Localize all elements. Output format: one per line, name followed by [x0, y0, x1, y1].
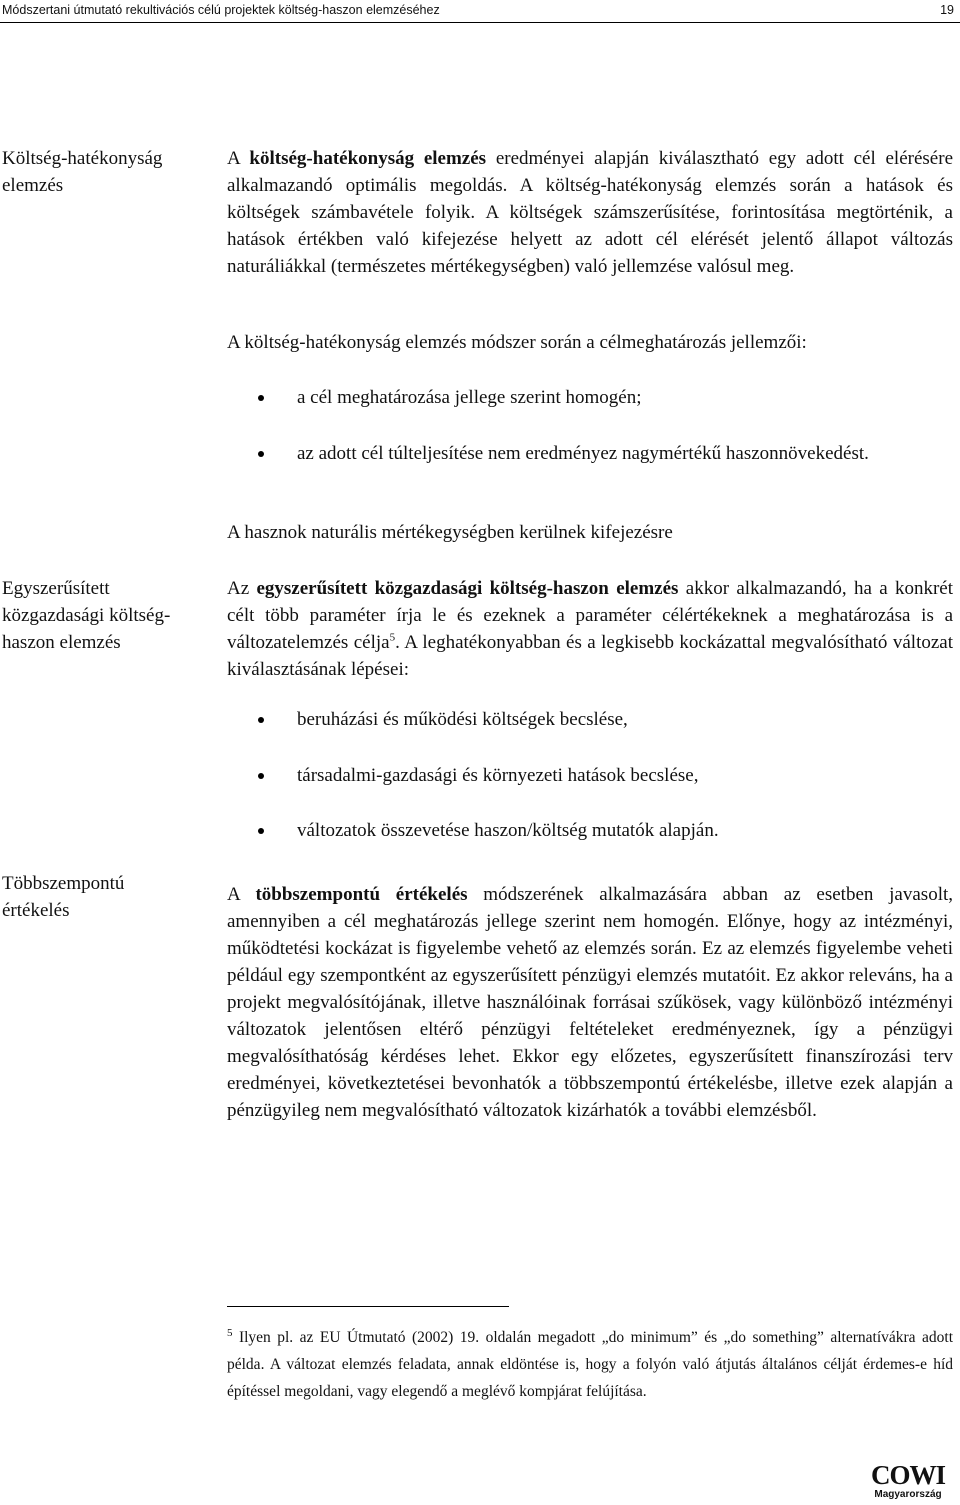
bullet-icon [258, 717, 264, 723]
bullet-icon [258, 773, 264, 779]
page-number: 19 [940, 3, 954, 17]
paragraph-cost-effectiveness-intro: A költség-hatékonyság elemzés eredményei alapján kiválasztható egy adott cél elérésére alkalmazandó optimális megoldás. A költség-hatékonyság elemzés során a hatások és költségek számbavétele folyik. A költségek számszerűsítése, forintosítása megtörténik, a hatások értékben való kifejezése helyett az adott cél elérését jelentő állapot változás naturáliákkal (természetes mértékegységben) való jellemzése valósul meg. [227, 148, 953, 277]
bullet-icon [258, 828, 264, 834]
footnote-number: 5 [227, 1326, 233, 1339]
side-label-multi-criteria: Többszempontú értékelés [2, 873, 125, 921]
term-simplified-cba: egyszerűsített közgazdasági költség-haszon elemzés [256, 578, 679, 599]
bullet-icon [258, 395, 264, 401]
side-label-cost-effectiveness: Költség-hatékonyság elemzés [2, 148, 163, 196]
paragraph-simplified-cba: Az egyszerűsített közgazdasági költség-haszon elemzés akkor alkalmazandó, ha a konkrét célt több paraméter írja le és ezeknek a paraméter célértékeknek a meghatározása is a változatelemzés célja$^5$. A leghatékonyabban és a legkisebb kockázattal megvalósítható változat kiválasztásának lépései: [227, 578, 954, 680]
bullet-icon [258, 451, 264, 457]
cowi-logo [862, 1462, 954, 1502]
logo-subtitle: Magyarország [874, 1489, 942, 1500]
footnote-divider [227, 1306, 509, 1307]
header-title: Módszertani útmutató rekultivációs célú projektek költség-haszon elemzéséhez [2, 3, 440, 17]
paragraph-target-characteristics: A költség-hatékonyság elemzés módszer során a célmeghatározás jellemzői: [227, 332, 807, 353]
term-cost-effectiveness: költség-hatékonyság elemzés [249, 148, 487, 169]
paragraph-multi-criteria: A többszempontú értékelés módszerének alkalmazására abban az esetben javasolt, amennyiben a cél meghatározás jellege szerint nem homogén. Előnye, hogy az intézményi, működtetési kockázat is figyelembe vehető az elemzés során. Ez az elemzés figyelembe veheti például egy szempontként az egyszerűsített pénzügyi elemzés mutatóit. Ez akkor releváns, ha a projekt megvalósítójának, illetve használóinak forrásai szűkösek, vagy különböző intézményi változatok jelentősen eltérő pénzügyi feltételeket eredményeznek, így a pénzügyi megvalósíthatóság kérdéses lehet. Ekkor egy előzetes, egyszerűsített finanszírozási terv eredményei, következtetései bevonhatók a többszempontú értékelésbe, illetve ezek alapján a pénzügyileg nem megvalósítható változatok kizárhatók a további elemzésből. [227, 884, 953, 1121]
term-multi-criteria: többszempontú értékelés [255, 884, 468, 905]
footnote: $^5$ Ilyen pl. az EU Útmutató (2002) 19. oldalán megadott „do minimum” és „do something” alternatívákra adott példa. A változat elemzés feladata, annak eldöntése is, hogy a folyón való átjutás általános célját érdemes-e híd építéssel megoldani, vagy elegendő a meglévő kompjárat felújítása. [227, 1326, 953, 1400]
footnote-ref[interactable]: 5 [389, 631, 396, 644]
side-label-simplified-cba: Egyszerűsített közgazdasági költség-haszon elemzés [2, 578, 171, 653]
logo-name: COWI [870, 1460, 945, 1490]
page-header [0, 0, 960, 23]
paragraph-natural-units: A hasznok naturális mértékegységben kerülnek kifejezésre [227, 522, 673, 543]
